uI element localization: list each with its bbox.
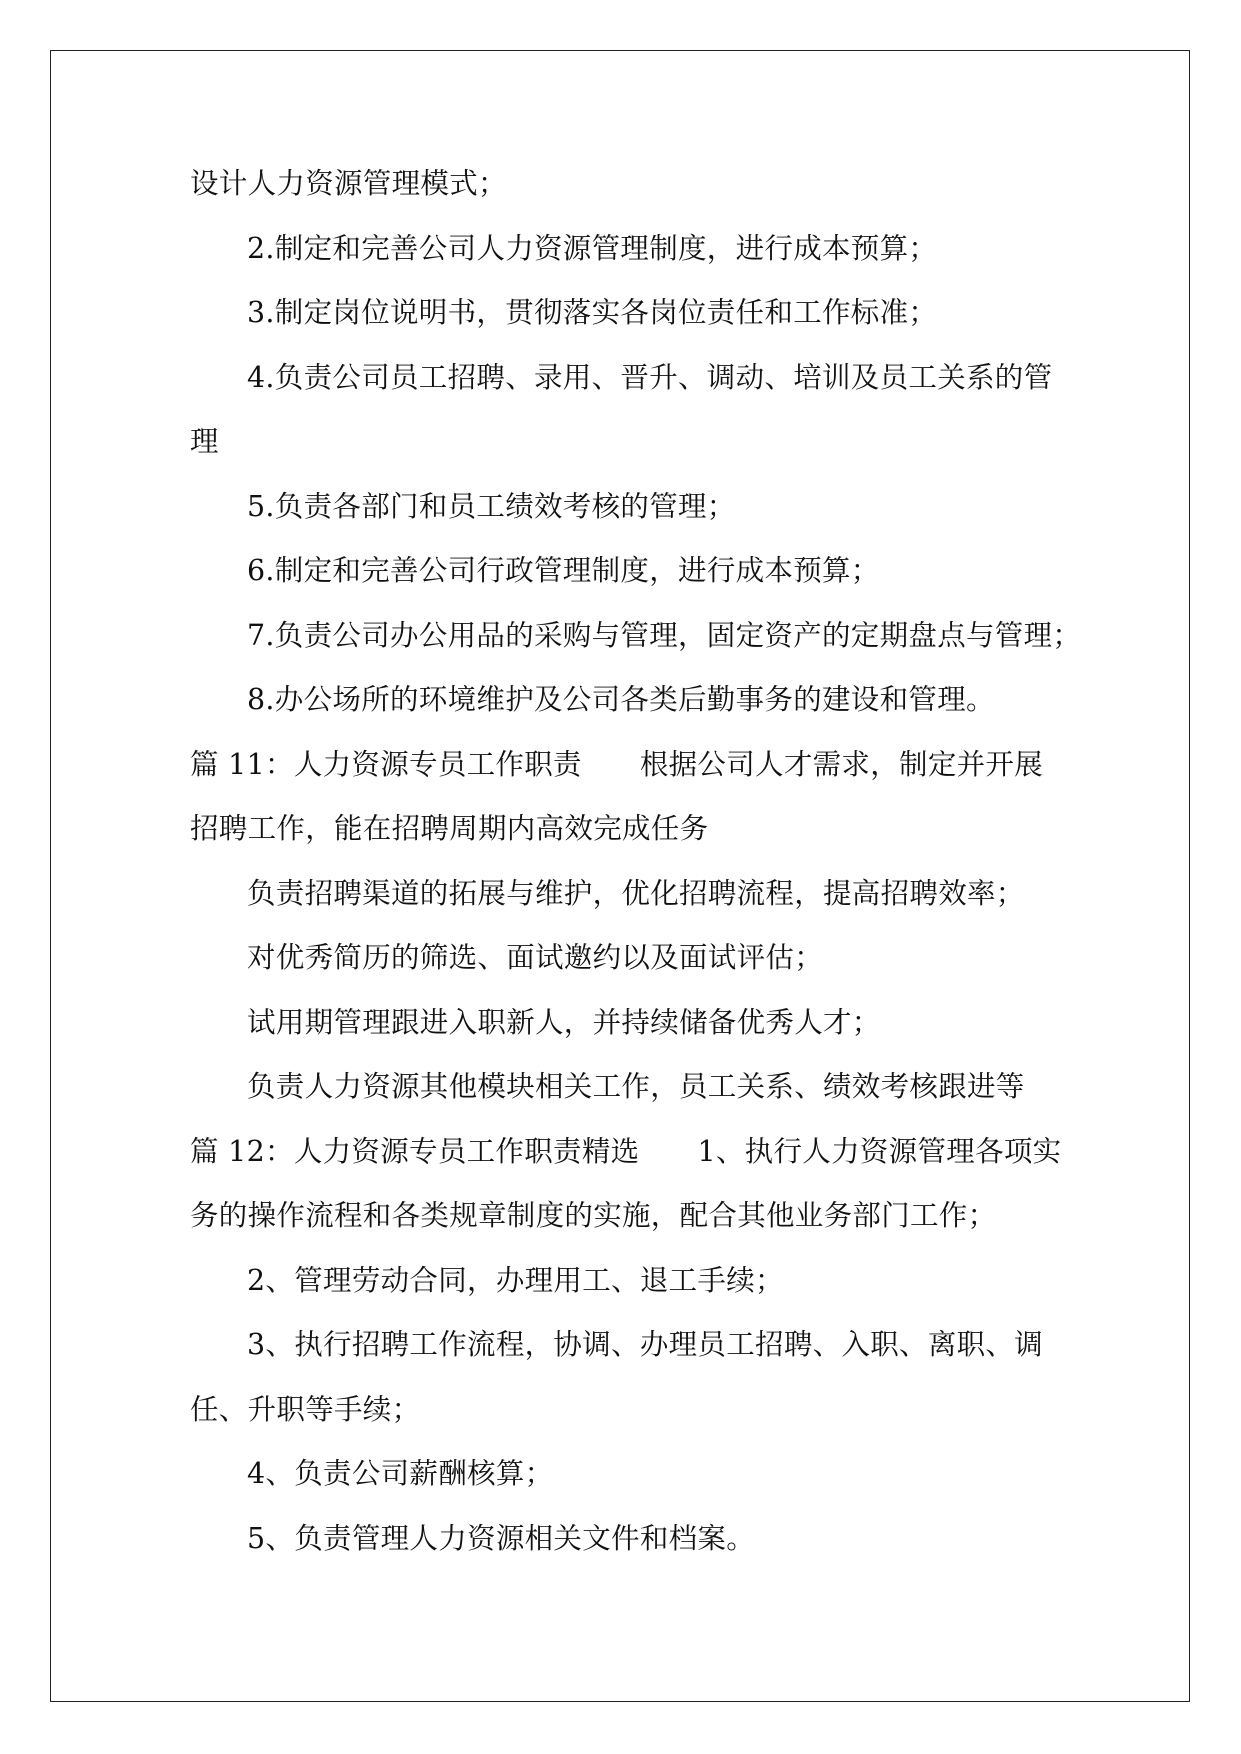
list-item: 6.制定和完善公司行政管理制度，进行成本预算； (247, 554, 880, 587)
section-heading-line (190, 1128, 1070, 1193)
paragraph-line: 设计人力资源管理模式； (190, 167, 507, 200)
list-item: 7.负责公司办公用品的采购与管理，固定资产的定期盘点与管理； (247, 618, 1082, 652)
section-heading-text: 根据公司人才需求，制定并开展 (639, 747, 1044, 781)
section-heading: 篇 12：人力资源专员工作职责精选 (190, 1134, 640, 1168)
list-item: 4.负责公司员工招聘、录用、晋升、调动、培训及员工关系的管 (247, 360, 1053, 394)
list-item: 8.办公场所的环境维护及公司各类后勤事务的建设和管理。 (247, 683, 995, 716)
list-item: 2.制定和完善公司人力资源管理制度，进行成本预算； (247, 231, 938, 265)
section-heading-line (190, 741, 1070, 806)
paragraph-line: 任、升职等手续； (190, 1392, 421, 1426)
list-item: 3、执行招聘工作流程，协调、办理员工招聘、入职、离职、调 (247, 1328, 1044, 1361)
list-item: 对优秀简历的筛选、面试邀约以及面试评估； (247, 941, 824, 974)
paragraph-line: 务的操作流程和各类规章制度的实施，配合其他业务部门工作； (190, 1199, 997, 1232)
list-item: 负责招聘渠道的拓展与维护，优化招聘流程，提高招聘效率； (247, 876, 1025, 910)
section-heading: 篇 11：人力资源专员工作职责 (190, 747, 582, 781)
paragraph-line: 理 (190, 425, 219, 458)
section-heading-text: 1、执行人力资源管理各项实 (697, 1134, 1062, 1168)
list-item: 5.负责各部门和员工绩效考核的管理； (247, 489, 736, 523)
list-item: 5、负责管理人力资源相关文件和档案。 (247, 1521, 756, 1555)
list-item: 4、负责公司薪酬核算； (247, 1457, 554, 1490)
list-item: 2、管理劳动合同，办理用工、退工手续； (247, 1263, 784, 1297)
list-item: 负责人力资源其他模块相关工作，员工关系、绩效考核跟进等 (247, 1070, 1025, 1103)
list-item: 3.制定岗位说明书，贯彻落实各岗位责任和工作标准； (247, 296, 938, 329)
list-item: 试用期管理跟进入职新人，并持续储备优秀人才； (247, 1005, 881, 1039)
paragraph-line: 招聘工作，能在招聘周期内高效完成任务 (190, 812, 709, 845)
document-body (190, 160, 1082, 1579)
